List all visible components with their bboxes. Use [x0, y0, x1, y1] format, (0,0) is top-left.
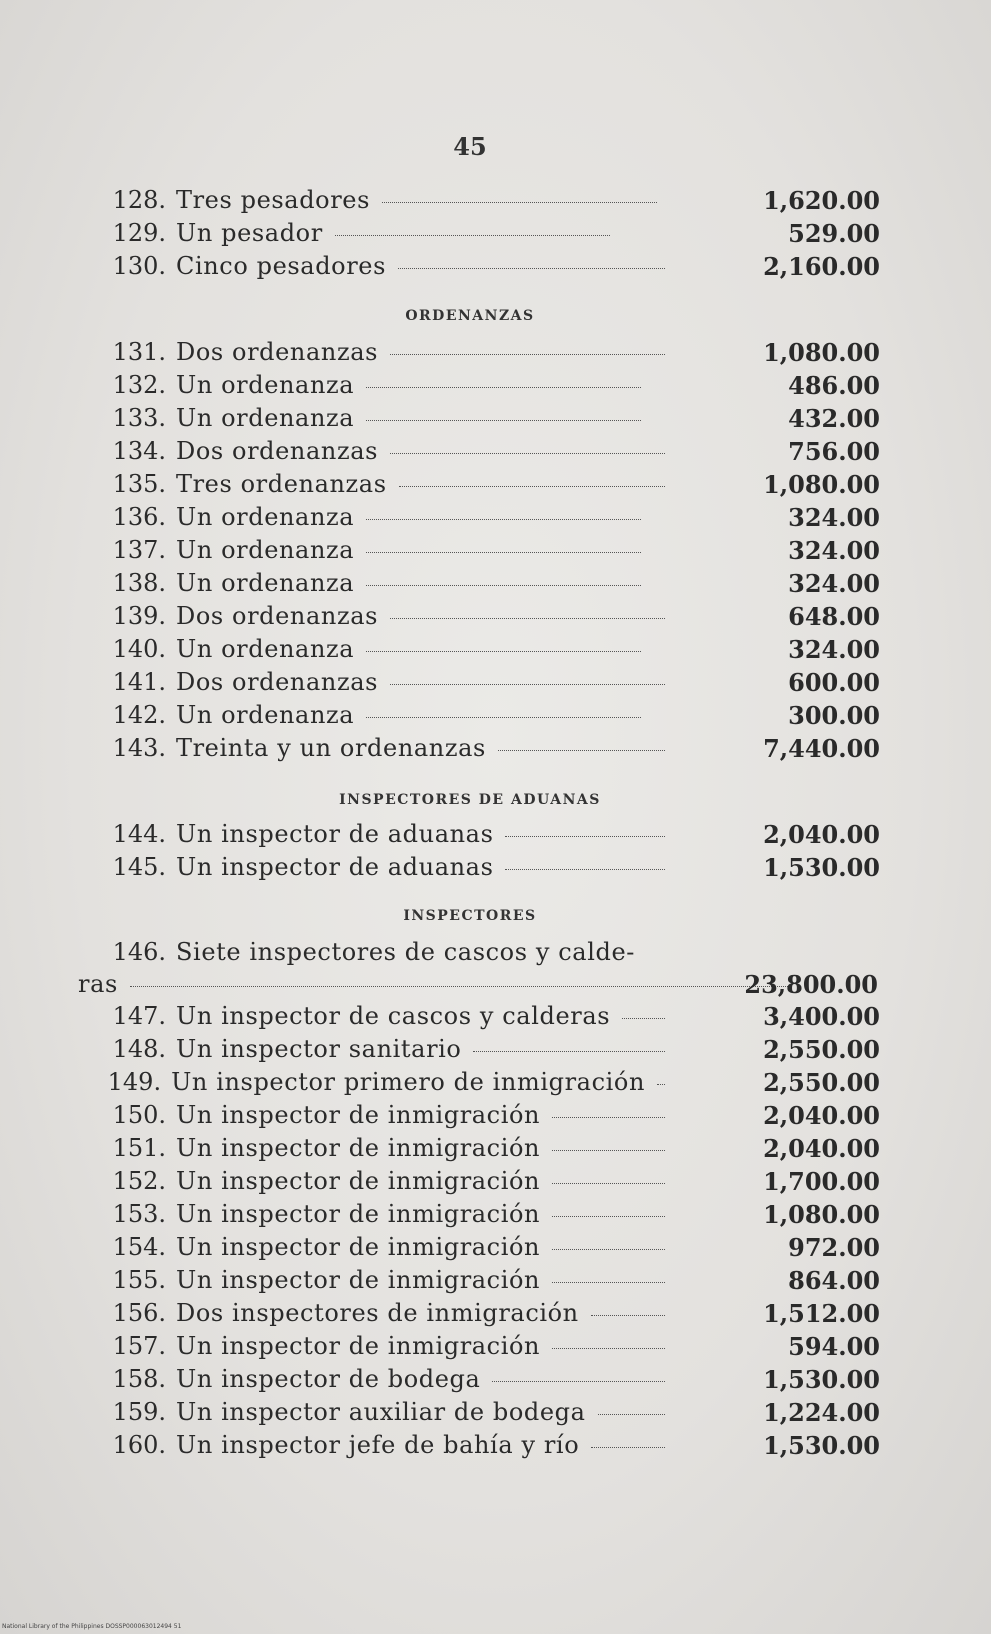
list-item [100, 437, 880, 469]
item-number: 137. [112, 536, 166, 564]
item-amount: 1,224.00 [763, 1398, 880, 1427]
item-amount: 2,040.00 [763, 820, 880, 849]
item-amount: 864.00 [788, 1266, 880, 1295]
dot-leader [598, 1414, 665, 1415]
item-description: Dos ordenanzas [176, 437, 379, 465]
item-description: Dos ordenanzas [176, 602, 379, 630]
dot-leader [591, 1315, 665, 1316]
dot-leader [366, 651, 641, 652]
item-number: 135. [112, 470, 166, 498]
item-amount: 2,550.00 [763, 1035, 880, 1064]
item-amount: 486.00 [788, 371, 880, 400]
item-description: Un ordenanza [176, 569, 355, 597]
section-heading-inspectores: INSPECTORES [403, 908, 537, 924]
footer-source-label: National Library of the Philippines DOSSP000063012494 51 [2, 1623, 182, 1630]
item-number: 142. [112, 701, 166, 729]
list-item [100, 635, 880, 667]
item-amount: 1,080.00 [763, 470, 880, 499]
dot-leader [366, 387, 641, 388]
item-description: Un ordenanza [176, 701, 355, 729]
dot-leader [398, 268, 665, 269]
dot-leader [366, 552, 641, 553]
item-number: 150. [112, 1101, 166, 1129]
item-amount: 2,040.00 [763, 1101, 880, 1130]
item-description: Un pesador [176, 219, 323, 247]
list-item [100, 1002, 880, 1034]
list-item [100, 404, 880, 436]
dot-leader [552, 1216, 665, 1217]
item-number: 154. [112, 1233, 166, 1261]
list-item [100, 853, 880, 885]
dot-leader [492, 1381, 665, 1382]
item-description: Un inspector primero de inmigración [171, 1068, 645, 1096]
item-description: Un inspector auxiliar de bodega [176, 1398, 586, 1426]
item-amount: 2,550.00 [763, 1068, 880, 1097]
item-amount: 324.00 [788, 569, 880, 598]
list-item [100, 1200, 880, 1232]
item-description: Dos ordenanzas [176, 668, 379, 696]
item-number: 144. [112, 820, 166, 848]
item-description: Un inspector de inmigración [176, 1134, 541, 1162]
item-number: 145. [112, 853, 166, 881]
list-item [100, 569, 880, 601]
item-amount: 1,512.00 [763, 1299, 880, 1328]
item-description: Un inspector de inmigración [176, 1266, 541, 1294]
dot-leader [390, 618, 665, 619]
section-heading-ordenanzas: ORDENANZAS [405, 308, 535, 324]
item-number: 130. [112, 252, 166, 280]
item-number: 155. [112, 1266, 166, 1294]
list-item [100, 1266, 880, 1298]
list-item [100, 1299, 880, 1331]
dot-leader [552, 1117, 665, 1118]
dot-leader [552, 1282, 665, 1283]
dot-leader [130, 986, 788, 987]
item-description: Tres pesadores [176, 186, 371, 214]
item-description: Un ordenanza [176, 371, 355, 399]
item-amount: 1,620.00 [763, 186, 880, 215]
item-amount: 972.00 [788, 1233, 880, 1262]
list-item [100, 470, 880, 502]
item-description: Un inspector de cascos y calderas [176, 1002, 611, 1030]
list-item [100, 820, 880, 852]
item-amount: 1,530.00 [763, 853, 880, 882]
item-description: Un inspector de inmigración [176, 1332, 541, 1360]
item-amount: 3,400.00 [763, 1002, 880, 1031]
dot-leader [591, 1447, 665, 1448]
item-number: 153. [112, 1200, 166, 1228]
list-item [100, 1332, 880, 1364]
list-item [100, 1398, 880, 1430]
item-description: Un inspector de bodega [176, 1365, 481, 1393]
item-description: Dos inspectores de inmigración [176, 1299, 579, 1327]
item-description: Un inspector de aduanas [176, 853, 494, 881]
list-item [100, 734, 880, 766]
item-description: Un ordenanza [176, 503, 355, 531]
list-item [100, 1101, 880, 1133]
item-amount: 594.00 [788, 1332, 880, 1361]
dot-leader [552, 1348, 665, 1349]
item-description: Un inspector de aduanas [176, 820, 494, 848]
item-number: 131. [112, 338, 166, 366]
list-item-146 [100, 938, 880, 970]
item-description: Treinta y un ordenanzas [176, 734, 486, 762]
item-amount: 324.00 [788, 503, 880, 532]
item-amount: 432.00 [788, 404, 880, 433]
item-amount: 756.00 [788, 437, 880, 466]
item-number: 129. [112, 219, 166, 247]
dot-leader [552, 1249, 665, 1250]
dot-leader [473, 1051, 665, 1052]
list-item-146-continuation [78, 970, 878, 1002]
item-description: Un ordenanza [176, 404, 355, 432]
item-number: 148. [112, 1035, 166, 1063]
list-item [100, 1068, 880, 1100]
item-description: Un ordenanza [176, 635, 355, 663]
list-item [100, 252, 880, 284]
item-description: Un inspector de inmigración [176, 1167, 541, 1195]
item-number: 138. [112, 569, 166, 597]
item-amount: 1,700.00 [763, 1167, 880, 1196]
item-amount: 529.00 [788, 219, 880, 248]
item-amount: 324.00 [788, 635, 880, 664]
item-description: Un inspector de inmigración [176, 1200, 541, 1228]
item-amount: 300.00 [788, 701, 880, 730]
list-item [100, 1233, 880, 1265]
item-amount: 23,800.00 [744, 970, 878, 999]
item-description: Un inspector de inmigración [176, 1101, 541, 1129]
dot-leader [366, 519, 641, 520]
dot-leader [335, 235, 610, 236]
item-amount: 1,530.00 [763, 1431, 880, 1460]
list-item [100, 1431, 880, 1463]
item-number: 151. [112, 1134, 166, 1162]
item-amount: 1,080.00 [763, 1200, 880, 1229]
item-number: 156. [112, 1299, 166, 1327]
item-number: 143. [112, 734, 166, 762]
item-amount: 1,530.00 [763, 1365, 880, 1394]
dot-leader [505, 836, 665, 837]
list-item [100, 668, 880, 700]
item-amount: 7,440.00 [763, 734, 880, 763]
item-description: Cinco pesadores [176, 252, 387, 280]
item-description: Un inspector sanitario [176, 1035, 462, 1063]
list-item [100, 602, 880, 634]
item-description: Un inspector jefe de bahía y río [176, 1431, 580, 1459]
item-amount: 324.00 [788, 536, 880, 565]
list-item [100, 1035, 880, 1067]
list-item [100, 1365, 880, 1397]
item-description-continuation: ras [78, 970, 118, 998]
item-description: Tres ordenanzas [176, 470, 387, 498]
dot-leader [366, 420, 641, 421]
item-number: 136. [112, 503, 166, 531]
item-number: 152. [112, 1167, 166, 1195]
dot-leader [552, 1150, 665, 1151]
item-number: 147. [112, 1002, 166, 1030]
item-amount: 2,040.00 [763, 1134, 880, 1163]
item-number: 159. [112, 1398, 166, 1426]
page-number: 45 [453, 132, 487, 161]
item-number: 140. [112, 635, 166, 663]
dot-leader [366, 717, 641, 718]
list-item [100, 1134, 880, 1166]
dot-leader [390, 453, 665, 454]
item-number: 157. [112, 1332, 166, 1360]
dot-leader [622, 1018, 665, 1019]
item-number: 139. [112, 602, 166, 630]
dot-leader [382, 202, 657, 203]
item-number: 132. [112, 371, 166, 399]
item-number: 149. [107, 1068, 162, 1096]
item-description: Un inspector de inmigración [176, 1233, 541, 1261]
item-number: 134. [112, 437, 166, 465]
item-number: 128. [112, 186, 166, 214]
list-item [100, 371, 880, 403]
item-description: Dos ordenanzas [176, 338, 379, 366]
list-item [100, 701, 880, 733]
list-item [100, 503, 880, 535]
list-item [100, 536, 880, 568]
item-number: 158. [112, 1365, 166, 1393]
dot-leader [657, 1084, 665, 1085]
list-item [100, 1167, 880, 1199]
item-amount: 648.00 [788, 602, 880, 631]
list-item [100, 219, 880, 251]
list-item [100, 186, 880, 218]
dot-leader [390, 684, 665, 685]
section-heading-inspectores-aduanas: INSPECTORES DE ADUANAS [339, 792, 601, 808]
dot-leader [390, 354, 665, 355]
item-number: 141. [112, 668, 166, 696]
item-amount: 600.00 [788, 668, 880, 697]
dot-leader [498, 750, 665, 751]
dot-leader [505, 869, 665, 870]
item-number: 160. [112, 1431, 166, 1459]
dot-leader [366, 585, 641, 586]
item-number: 133. [112, 404, 166, 432]
item-amount: 2,160.00 [763, 252, 880, 281]
dot-leader [399, 486, 665, 487]
dot-leader [552, 1183, 665, 1184]
item-description: Siete inspectores de cascos y calde- [176, 938, 635, 966]
item-number: 146. [112, 938, 166, 966]
list-item [100, 338, 880, 370]
item-amount: 1,080.00 [763, 338, 880, 367]
item-description: Un ordenanza [176, 536, 355, 564]
